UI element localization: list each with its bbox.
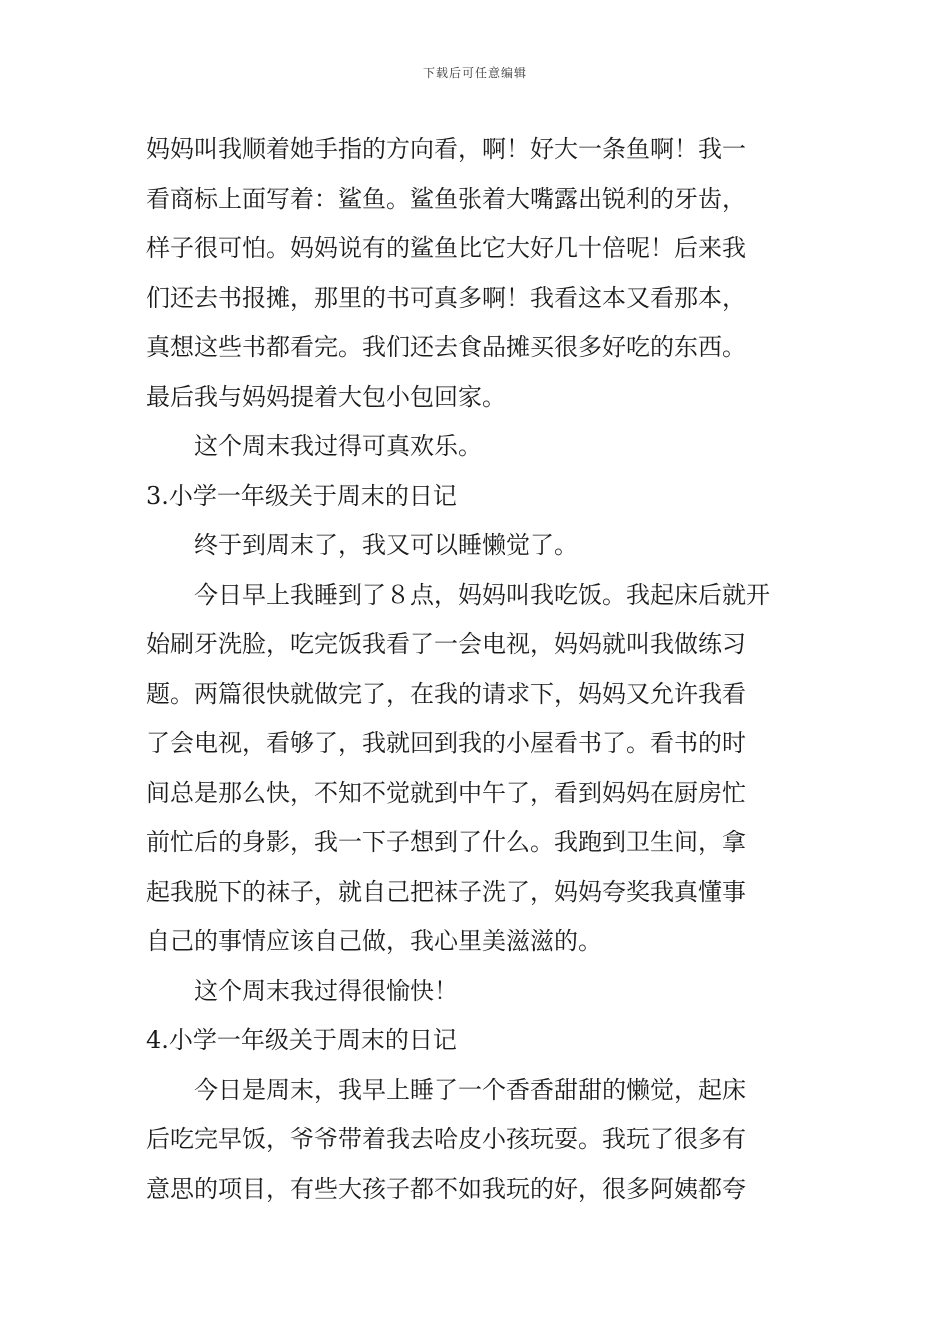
paragraph-body-3 [146, 571, 811, 967]
text-line: 看商标上面写着：鲨鱼。鲨鱼张着大嘴露出锐利的牙齿， [146, 184, 746, 213]
text-line: 后吃完早饭，爷爷带着我去哈皮小孩玩耍。我玩了很多有 [146, 1125, 746, 1153]
section-heading-3: 3.小学一年级关于周末的日记 [146, 481, 457, 510]
text-line: 自己的事情应该自己做，我心里美滋滋的。 [146, 927, 602, 955]
text-line: 题。两篇很快就做完了，在我的请求下，妈妈又允许我看 [146, 679, 746, 708]
paragraph-aquarium [146, 125, 811, 422]
header-note: 下载后可任意编辑 [422, 66, 527, 80]
paragraph-conclusion-3: 这个周末我过得很愉快！ [194, 976, 458, 1005]
text-line: 最后我与妈妈提着大包小包回家。 [146, 382, 506, 411]
text-line: 起我脱下的袜子，就自己把袜子洗了，妈妈夸奖我真懂事 [146, 877, 746, 906]
paragraph-opening-3: 终于到周末了，我又可以睡懒觉了。 [194, 531, 578, 559]
text-line: 了会电视，看够了，我就回到我的小屋看书了。看书的时 [146, 729, 746, 757]
text-line: 今日早上我睡到了８点，妈妈叫我吃饭。我起床后就开 [194, 580, 770, 609]
text-line: 妈妈叫我顺着她手指的方向看，啊！好大一条鱼啊！我一 [146, 135, 746, 163]
text-line: 意思的项目，有些大孩子都不如我玩的好，很多阿姨都夸 [146, 1174, 746, 1203]
text-line: 们还去书报摊，那里的书可真多啊！我看这本又看那本， [146, 283, 746, 312]
text-line: 间总是那么快，不知不觉就到中午了，看到妈妈在厨房忙 [146, 778, 746, 807]
text-line: 样子很可怕。妈妈说有的鲨鱼比它大好几十倍呢！后来我 [146, 234, 746, 262]
text-line: 今日是周末，我早上睡了一个香香甜甜的懒觉，起床 [194, 1075, 746, 1104]
section-heading-4: 4.小学一年级关于周末的日记 [146, 1026, 457, 1054]
paragraph-conclusion-2: 这个周末我过得可真欢乐。 [194, 432, 482, 460]
paragraph-body-4 [146, 1066, 811, 1215]
text-line: 始刷牙洗脸，吃完饭我看了一会电视，妈妈就叫我做练习 [146, 630, 746, 658]
document-body [146, 125, 811, 1214]
text-line: 前忙后的身影，我一下子想到了什么。我跑到卫生间，拿 [146, 828, 746, 856]
text-line: 真想这些书都看完。我们还去食品摊买很多好吃的东西。 [146, 333, 746, 361]
